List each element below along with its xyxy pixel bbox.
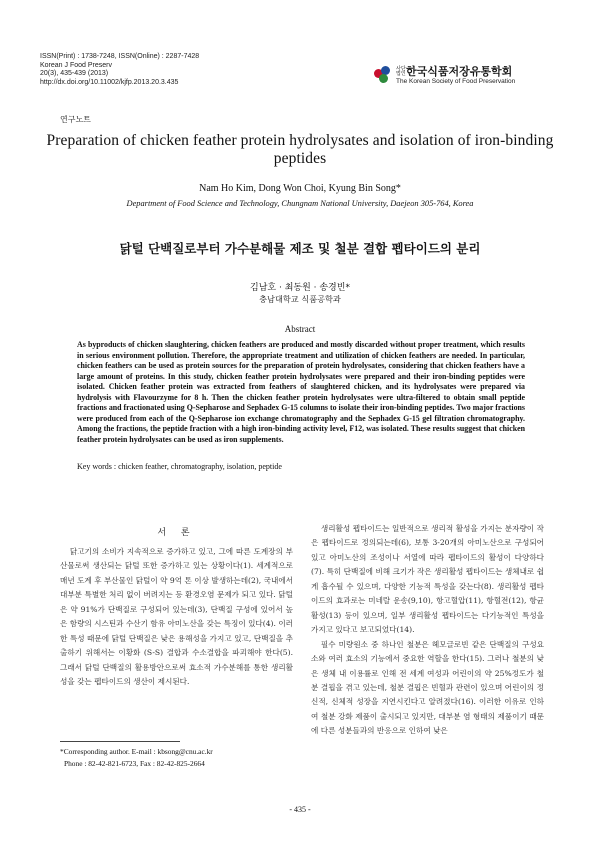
authors-en: Nam Ho Kim, Dong Won Choi, Kyung Bin Song* bbox=[199, 183, 401, 194]
authors-ko: 김남호 · 최동원 · 송경빈* bbox=[250, 283, 350, 293]
society-emblem-icon bbox=[374, 66, 391, 83]
society-name-ko: 사단 법인한국식품저장유통학회 bbox=[396, 65, 513, 78]
keywords: Key words : chicken feather, chromatography, isolation, peptide bbox=[77, 462, 282, 471]
article-category: 연구노트 bbox=[60, 115, 91, 124]
affiliation-en: Department of Food Science and Technology, Chungnam National University, Daejeon 305-764, Korea bbox=[126, 199, 474, 208]
footnote-divider bbox=[60, 741, 180, 742]
body-paragraph: 생리활성 펩타이드는 일반적으로 생리적 활성을 가지는 분자량이 작은 펩타이드로 정의되는데(6), 보통 3-20개의 아미노산으로 구성되어 있고 아미노산의 조성이나 서열에 따라 펩타이드의 활성이 다양하다(7). 특히 단백질에 비해 크기가 작은 생리활성 펩타이드는 생체내로 쉽게 흡수될 수 있으며, 다양한 기능적 특성을 갖는다(8). 생리활성 펩타이드의 효과로는 미네랄 운송(9,10), 항고혈압(11), 항혈전(12), 항균활성(13) 등이 있으며, 일부 생리활성 펩타이드는 다기능적인 특성을 가지고 있다고 보고되었다(14). bbox=[311, 524, 544, 635]
doi-link[interactable]: http://dx.doi.org/10.11002/kjfp.2013.20.3.435 bbox=[40, 78, 179, 86]
page-number: - 435 - bbox=[289, 805, 311, 814]
contact-phone: Phone : 82-42-821-6723, Fax : 82-42-825-2664 bbox=[64, 758, 205, 768]
issn-line: ISSN(Print) : 1738-7248, ISSN(Online) : 2287-7428 bbox=[40, 53, 200, 60]
society-logo bbox=[374, 66, 515, 86]
right-column bbox=[311, 522, 544, 739]
paper-title-ko: 닭털 단백질로부터 가수분해물 제조 및 철분 결합 펩타이드의 분리 bbox=[119, 241, 481, 256]
footnote bbox=[60, 746, 213, 769]
abstract-heading: Abstract bbox=[284, 324, 316, 334]
volume-line: 20(3), 435-439 (2013) bbox=[40, 70, 109, 78]
paper-title-en: Preparation of chicken feather protein hydrolysates and isolation of iron-binding peptides bbox=[46, 132, 554, 167]
abstract-text: As byproducts of chicken slaughtering, chicken feathers are produced and mostly discarded without proper treatment, which results in serious environment pollution. Therefore, the appropriate treatment and utilization of chicken feathers are needed. In particular, chicken feathers can be used as protein sources for the preparation of protein hydrolysates, considering that chicken feathers have a large amount of proteins. In this study, chicken feather protein hydrolysates were prepared and their iron-binding peptides were isolated. Chicken feather protein was extracted from feathers of slaughtered chicken, and its hydrolysates were prepared via hydrolysis with Flavourzyme for 8 h. Then the chicken feather protein hydrolysates were ultra-filtered to obtain small peptide fractions and fractionated using Q-Sepharose and Sephadex G-15 columns to isolate their iron-binding peptides. Two major fractions were produced from each of the Q-Sepharose ion exchange chromatography and the Sephadex G-15 gel filtration chromatography. Among the fractions, the peptide fraction with a high iron-binding activity level, F12, was isolated. These results suggest that chicken feather protein hydrolysates can be used as iron supplements. bbox=[77, 340, 525, 444]
journal-name: Korean J Food Preserv bbox=[40, 61, 112, 69]
body-paragraph: 필수 미량원소 중 하나인 철분은 헤모글로빈 같은 단백질의 구성요소와 여러 효소의 기능에서 중요한 역할을 한다(15). 그러나 철분의 낮은 생체 내 이용률로 인해 전 세계 여성과 어린이의 약 25%정도가 철분 결핍을 겪고 있는데, 철분 결핍은 빈혈과 관련이 있으며 어린이의 정신적, 신체적 성장을 지연시킨다고 알려졌다(16). 이러한 이유로 인하여 철분 강화 제품이 출시되고 있지만, 대부분 염 형태의 제품이기 때문에 다른 성분들과의 반응으로 인하여 낮은 bbox=[311, 639, 544, 736]
left-column bbox=[60, 545, 293, 690]
corresponding-author: *Corresponding author. E-mail : kbsong@cnu.ac.kr bbox=[60, 747, 213, 756]
affiliation-ko: 충남대학교 식품공학과 bbox=[259, 294, 341, 304]
section-heading-introduction: 서 론 bbox=[157, 528, 196, 538]
society-name-en: The Korean Society of Food Preservation bbox=[396, 78, 516, 85]
intro-paragraph: 닭고기의 소비가 지속적으로 증가하고 있고, 그에 따른 도계장의 부산물로써 생산되는 닭털 또한 증가하고 있는 상황이다(1). 세계적으로 매년 도계 후 부산물인 닭털이 약 9억 톤 이상 발생하는데(2), 국내에서 대부분 특별한 처리 없이 버려지는 등 환경오염 문제가 되고 있다. 닭털은 약 91%가 단백질로 구성되어 있는데(3), 단백질 구성에 있어서 높은 함량의 시스틴과 수산기 함유 아미노산을 갖는 특징이 있다(4). 이러한 특성 때문에 닭털 단백질은 낮은 용해성을 가지고 있고, 단백질을 추출하기 위해서는 이황화 (S-S) 결합과 수소결합을 파괴해야 한다(5). 그래서 닭털 단백질의 활용방안으로써 효소적 가수분해를 통한 생리활성을 갖는 펩타이드의 생산이 제시된다. bbox=[60, 547, 293, 687]
journal-info bbox=[40, 53, 199, 87]
